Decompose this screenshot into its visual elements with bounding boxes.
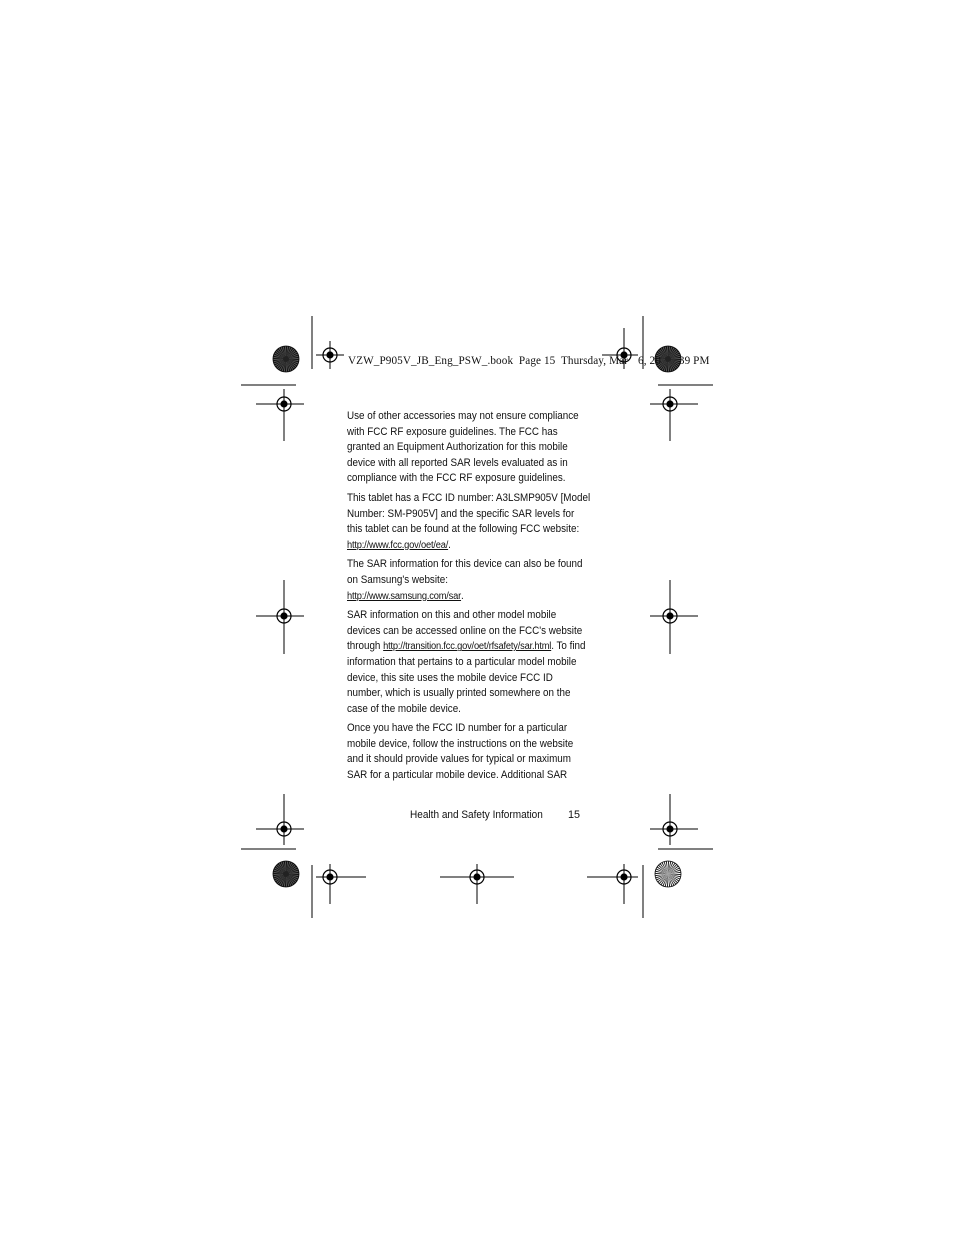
fcc-sar-link[interactable]: http://transition.fcc.gov/oet/rfsafety/sar.html [383, 641, 552, 653]
star-target-br [655, 861, 681, 887]
slug-line [348, 355, 710, 367]
slug-line-tail-a: 6, 20 [638, 355, 661, 367]
paragraph-samsung-sar-text: The SAR information for this device can also be found on Samsung's website: [347, 558, 583, 586]
paragraph-fcc-id-text: This tablet has a FCC ID number: A3LSMP905V [Model Number: SM-P905V] and the specific SAR levels for this tablet can be found at the following FCC website: [347, 491, 591, 536]
body-text [347, 409, 591, 788]
samsung-sar-link[interactable]: http://www.samsung.com/sar [347, 590, 462, 602]
footer-section-title: Health and Safety Information [410, 809, 543, 821]
paragraph-sar-online-end: . To find information that pertains to a particular model mobile device, this site uses the mobile device FCC ID number, which is usually printed somewhere on the case of the mobile device. [347, 640, 586, 715]
fcc-website-link[interactable]: http://www.fcc.gov/oet/ea/ [347, 539, 449, 551]
paragraph-fcc-id-end: . [448, 538, 451, 551]
paragraph-fcc-id [347, 491, 591, 553]
star-target-bl [273, 861, 299, 887]
paragraph-sar-online-text: SAR information on this and other model mobile devices can be accessed online on the FCC's website through [347, 609, 583, 653]
paragraph-samsung-sar-end: . [461, 589, 464, 602]
slug-line-main: VZW_P905V_JB_Eng_PSW_.book Page 15 Thursday, Mar [348, 355, 629, 367]
paragraph-fcc-id-number: Once you have the FCC ID number for a particular mobile device, follow the instructions on the website and it should provide values for typical or maximum SAR for a particular mobile device. Additional SAR [347, 722, 574, 782]
star-target-tl [273, 346, 299, 372]
slug-line-tail-b: 39 PM [678, 355, 710, 367]
footer-page-number: 15 [568, 809, 581, 821]
paragraph-accessories: Use of other accessories may not ensure compliance with FCC RF exposure guidelines. The FCC has granted an Equipment Authorization for this mobile device with all reported SAR levels evaluated as in compliance with the FCC RF exposure guidelines. [347, 410, 579, 485]
paragraph-samsung-sar [347, 557, 591, 604]
paragraph-sar-online [347, 608, 591, 717]
